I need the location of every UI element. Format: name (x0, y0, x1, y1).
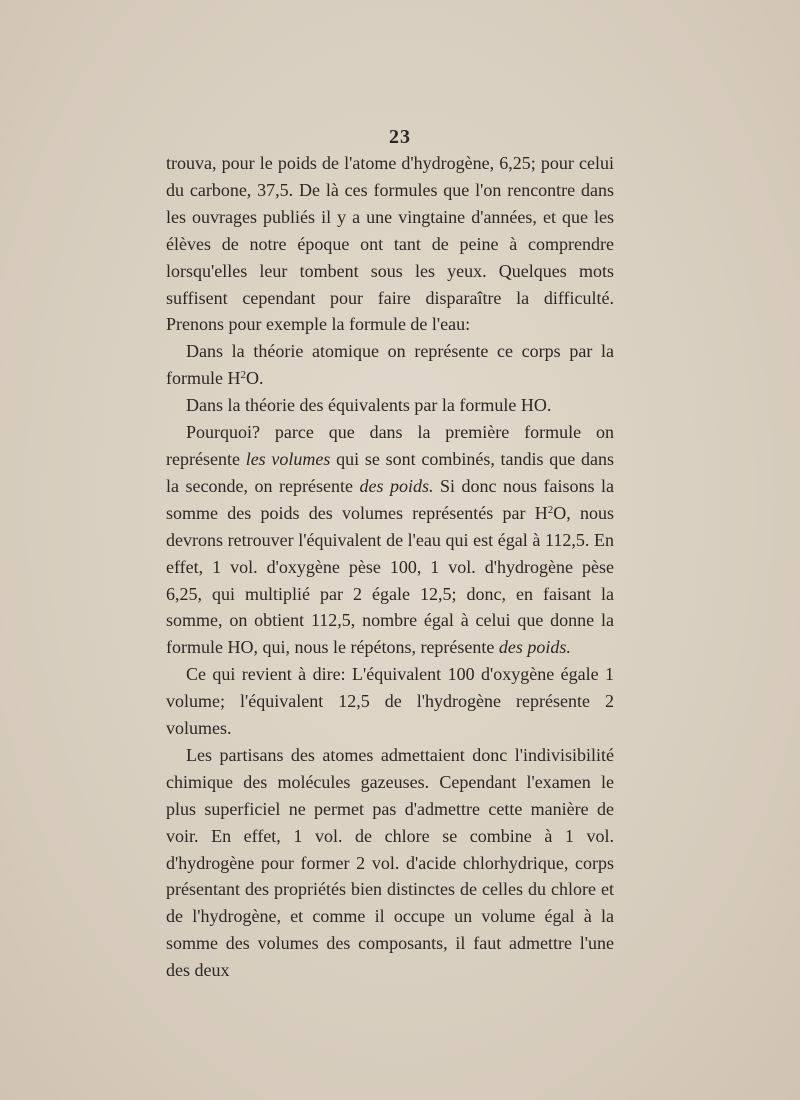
page-number: 23 (389, 126, 411, 148)
body-text (166, 150, 614, 984)
text-run: qui se sont combinés, tandis que dans la seconde, on représente (166, 448, 615, 496)
superscript: 2 (547, 503, 554, 516)
paragraph (166, 392, 614, 419)
paragraph (166, 742, 614, 984)
text-run: O. (245, 368, 264, 389)
text-run: Pourquoi? parce que dans la première formule on représente (166, 422, 614, 469)
paragraph (166, 661, 614, 742)
text-run: Ce qui revient à dire: L'équivalent 100 d'oxygène égale 1 volume; l'équivalent 12,5 de l'hydrogène représente 2 volumes. (166, 664, 614, 739)
italic-text: des poids. (359, 475, 434, 496)
paragraph (166, 338, 614, 392)
italic-text: les volumes (245, 448, 331, 469)
text-run: Dans la théorie atomique on représente ce corps par la formule H (166, 341, 614, 389)
text-run: Dans la théorie des équivalents par la formule HO. (186, 395, 552, 416)
text-run: O, nous devrons retrouver l'équivalent de l'eau qui est égal à 112,5. En effet, 1 vol. d'oxygène pèse 100, 1 vol. d'hydrogène pèse 6,25, qui multiplié par 2 égale 12,5; donc, en faisant la somme, on obtient 112,5, nombre égal à celui que donne la formule HO, qui, nous le répétons, représente (166, 502, 614, 658)
text-run: trouva, pour le poids de l'atome d'hydrogène, 6,25; pour celui du carbone, 37,5. De là ces formules que l'on rencontre dans les ouvrages publiés il y a une vingtaine d'années, et que les élèves de notre époque ont tant de peine à comprendre lorsqu'elles leur tombent sous les yeux. Quelques mots suffisent cependant pour faire disparaître la difficulté. Prenons pour exemple la formule de l'eau: (166, 153, 614, 335)
paragraph (166, 150, 614, 338)
italic-text: des poids. (498, 637, 571, 658)
paragraph (166, 419, 614, 661)
text-run: Les partisans des atomes admettaient donc l'indivisibilité chimique des molécules gazeuses. Cependant l'examen le plus superficiel ne permet pas d'admettre cette manière de voir. En effet, 1 vol. de chlore se combine à 1 vol. d'hydrogène pour former 2 vol. d'acide chlorhydrique, corps présentant des propriétés bien distinctes de celles du chlore et de l'hydrogène, et comme il occupe un volume égal à la somme des volumes des composants, il faut admettre l'une des deux (166, 744, 614, 981)
text-run: Si donc nous faisons la somme des poids des volumes représentés par H (166, 475, 614, 523)
superscript: 2 (240, 369, 246, 382)
